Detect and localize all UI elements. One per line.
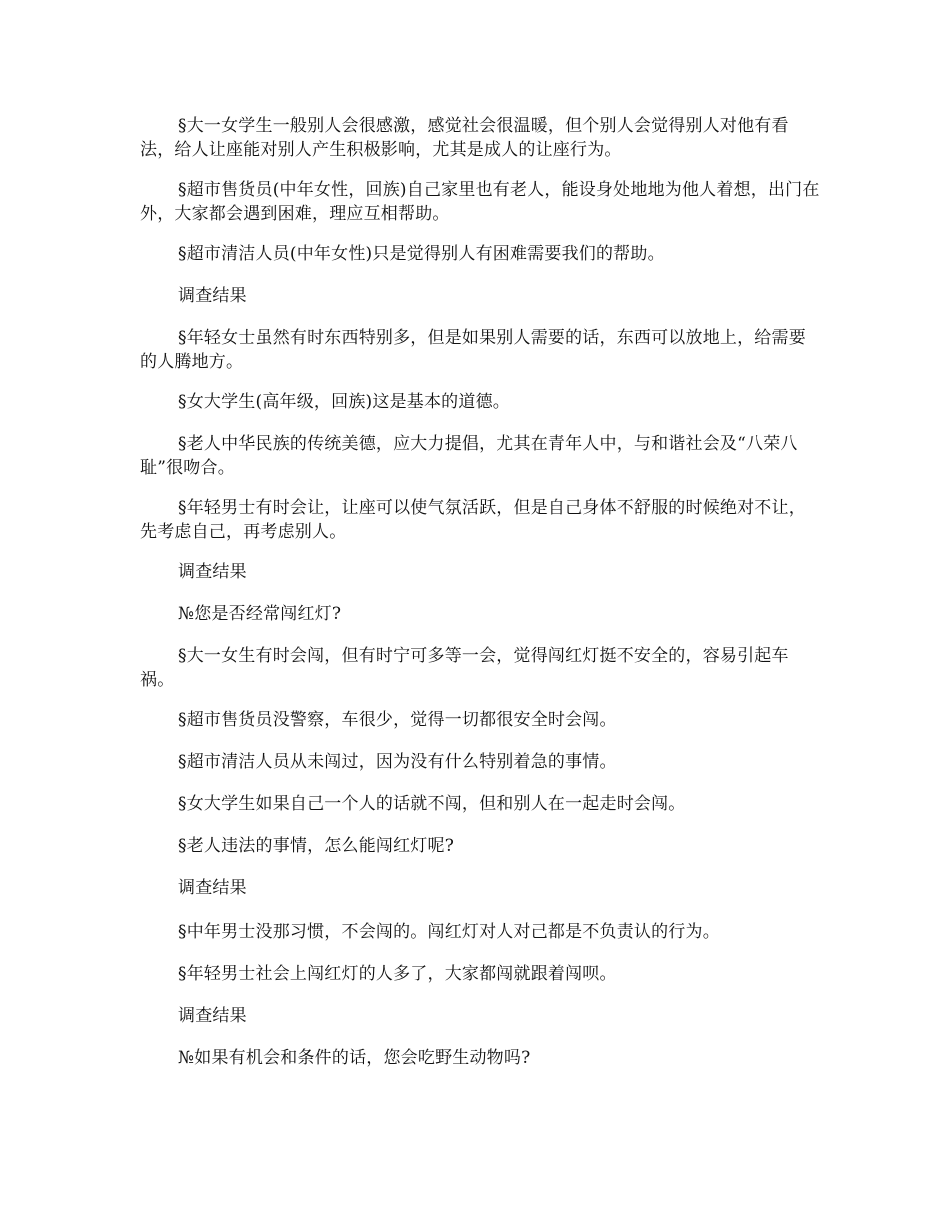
paragraph: §大一女学生一般别人会很感激，感觉社会很温暖，但个别人会觉得别人对他有看法，给人让座能对别人产生积极影响，尤其是成人的让座行为。 <box>140 116 789 160</box>
paragraph: §超市售货员(中年女性，回族)自己家里也有老人，能设身处地地为他人着想，出门在外，大家都会遇到困难，理应互相帮助。 <box>140 180 820 224</box>
paragraph: §老人中华民族的传统美德，应大力提倡，尤其在青年人中，与和谐社会及“八荣八耻”很吻合。 <box>140 434 798 478</box>
paragraph: §女大学生(高年级，回族)这是基本的道德。 <box>178 392 510 412</box>
paragraph: §超市清洁人员从未闯过，因为没有什么特别着急的事情。 <box>178 752 617 772</box>
question-heading: №如果有机会和条件的话，您会吃野生动物吗? <box>178 1048 531 1068</box>
paragraph: §中年男士没那习惯，不会闯的。闯红灯对人对己都是不负责认的行为。 <box>178 922 720 942</box>
paragraph: §超市售货员没警察，车很少，觉得一切都很安全时会闯。 <box>178 710 617 730</box>
paragraph: §老人违法的事情，怎么能闯红灯呢? <box>178 836 455 856</box>
paragraph: §年轻女士虽然有时东西特别多，但是如果别人需要的话，东西可以放地上，给需要的人腾地方。 <box>140 328 806 372</box>
question-heading: №您是否经常闯红灯? <box>178 604 342 624</box>
section-heading: 调查结果 <box>178 878 247 898</box>
paragraph: §女大学生如果自己一个人的话就不闯，但和别人在一起走时会闯。 <box>178 794 686 814</box>
paragraph: §超市清洁人员(中年女性)只是觉得别人有困难需要我们的帮助。 <box>178 244 665 264</box>
paragraph: §年轻男士社会上闯红灯的人多了，大家都闯就跟着闯呗。 <box>178 964 617 984</box>
section-heading: 调查结果 <box>178 1006 247 1026</box>
paragraph: §大一女生有时会闯，但有时宁可多等一会，觉得闯红灯挺不安全的，容易引起车祸。 <box>140 646 789 690</box>
paragraph: §年轻男士有时会让，让座可以使气氛活跃，但是自己身体不舒服的时候绝对不让，先考虑自己，再考虑别人。 <box>140 498 806 542</box>
section-heading: 调查结果 <box>178 286 247 306</box>
section-heading: 调查结果 <box>178 562 247 582</box>
